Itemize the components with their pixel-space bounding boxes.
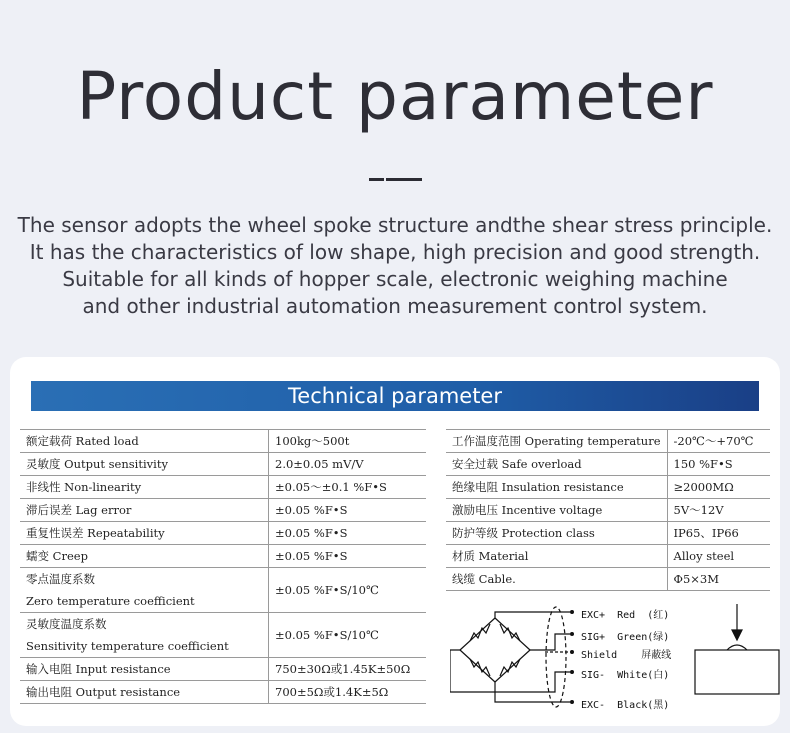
title-divider bbox=[386, 178, 422, 181]
wire-pin: Shield bbox=[581, 650, 618, 661]
intro-line: Suitable for all kinds of hopper scale, electronic weighing machine bbox=[62, 267, 728, 291]
wire-label bbox=[581, 646, 671, 661]
intro-line: and other industrial automation measurement control system. bbox=[82, 294, 708, 318]
wire-color-cn: (黑) bbox=[647, 700, 670, 711]
wire-color: White bbox=[617, 670, 648, 681]
spec-name: 防护等级 Protection class bbox=[446, 522, 667, 545]
spec-name: 绝缘电阻 Insulation resistance bbox=[446, 476, 667, 499]
spec-value: ±0.05 %F•S bbox=[269, 545, 427, 568]
table-row bbox=[446, 430, 770, 453]
spec-name: 输入电阻 Input resistance bbox=[20, 658, 269, 681]
spec-name bbox=[20, 613, 269, 658]
wiring-diagram bbox=[450, 602, 780, 716]
spec-value: ±0.05 %F•S bbox=[269, 499, 427, 522]
spec-value: ±0.05 %F•S bbox=[269, 522, 427, 545]
wire-color-cn: 屏蔽线 bbox=[641, 650, 672, 661]
table-row bbox=[20, 522, 426, 545]
spec-value: ±0.05～±0.1 %F•S bbox=[269, 476, 427, 499]
wire-pin: EXC+ bbox=[581, 610, 606, 621]
spec-name: 工作温度范围 Operating temperature bbox=[446, 430, 667, 453]
spec-name: 材质 Material bbox=[446, 545, 667, 568]
table-row bbox=[446, 476, 770, 499]
table-row bbox=[20, 499, 426, 522]
table-row bbox=[20, 545, 426, 568]
spec-value: -20℃～+70℃ bbox=[667, 430, 770, 453]
intro-line: The sensor adopts the wheel spoke structure andthe shear stress principle. bbox=[17, 213, 773, 237]
wire-label bbox=[581, 606, 669, 621]
table-row bbox=[446, 545, 770, 568]
wire-color-cn: (白) bbox=[647, 670, 670, 681]
spec-value: ±0.05 %F•S/10℃ bbox=[269, 568, 427, 613]
table-row bbox=[446, 453, 770, 476]
wire-pin: SIG+ bbox=[581, 632, 606, 643]
spec-value: 750±30Ω或1.45K±50Ω bbox=[269, 658, 427, 681]
table-row bbox=[20, 476, 426, 499]
spec-name-en: Sensitivity temperature coefficient bbox=[26, 639, 229, 653]
spec-name: 灵敏度 Output sensitivity bbox=[20, 453, 269, 476]
intro-line: It has the characteristics of low shape, high precision and good strength. bbox=[29, 240, 761, 264]
spec-value: 5V～12V bbox=[667, 499, 770, 522]
section-banner: Technical parameter bbox=[31, 381, 759, 411]
intro-text bbox=[0, 212, 790, 320]
spec-value: ≥2000MΩ bbox=[667, 476, 770, 499]
spec-name: 额定载荷 Rated load bbox=[20, 430, 269, 453]
spec-value: 2.0±0.05 mV/V bbox=[269, 453, 427, 476]
table-row bbox=[20, 658, 426, 681]
table-row bbox=[20, 568, 426, 613]
spec-value: 100kg～500t bbox=[269, 430, 427, 453]
spec-name: 重复性误差 Repeatability bbox=[20, 522, 269, 545]
wire-label bbox=[581, 696, 669, 711]
spec-value: Alloy steel bbox=[667, 545, 770, 568]
wire-color: Green bbox=[617, 632, 648, 643]
spec-value: Φ5×3M bbox=[667, 568, 770, 591]
spec-name: 蠕变 Creep bbox=[20, 545, 269, 568]
spec-name: 输出电阻 Output resistance bbox=[20, 681, 269, 704]
table-row bbox=[20, 453, 426, 476]
spec-name: 激励电压 Incentive voltage bbox=[446, 499, 667, 522]
wire-color: Red bbox=[617, 610, 636, 621]
wire-label bbox=[581, 666, 669, 681]
spec-name: 安全过载 Safe overload bbox=[446, 453, 667, 476]
table-row bbox=[20, 613, 426, 658]
wire-color-cn: (红) bbox=[647, 610, 670, 621]
title-divider bbox=[369, 178, 384, 181]
spec-name: 非线性 Non-linearity bbox=[20, 476, 269, 499]
wire-label bbox=[581, 628, 669, 643]
spec-name: 线缆 Cable. bbox=[446, 568, 667, 591]
table-row bbox=[446, 568, 770, 591]
wire-color-cn: (绿) bbox=[647, 632, 670, 643]
left-spec-table bbox=[20, 429, 426, 704]
spec-name-cn: 灵敏度温度系数 bbox=[26, 617, 107, 631]
wire-color: Black bbox=[617, 700, 648, 711]
table-row bbox=[446, 522, 770, 545]
wire-pin: SIG- bbox=[581, 670, 606, 681]
page-title: Product parameter bbox=[76, 58, 714, 135]
spec-name-en: Zero temperature coefficient bbox=[26, 594, 195, 608]
spec-name: 滞后误差 Lag error bbox=[20, 499, 269, 522]
table-row bbox=[20, 430, 426, 453]
spec-value: IP65、IP66 bbox=[667, 522, 770, 545]
wire-pin: EXC- bbox=[581, 700, 606, 711]
parameter-card bbox=[10, 357, 780, 726]
spec-name bbox=[20, 568, 269, 613]
spec-name-cn: 零点温度系数 bbox=[26, 572, 95, 586]
spec-value: ±0.05 %F•S/10℃ bbox=[269, 613, 427, 658]
table-row bbox=[446, 499, 770, 522]
table-row bbox=[20, 681, 426, 704]
spec-value: 150 %F•S bbox=[667, 453, 770, 476]
right-spec-table bbox=[446, 429, 770, 591]
spec-value: 700±5Ω或1.4K±5Ω bbox=[269, 681, 427, 704]
